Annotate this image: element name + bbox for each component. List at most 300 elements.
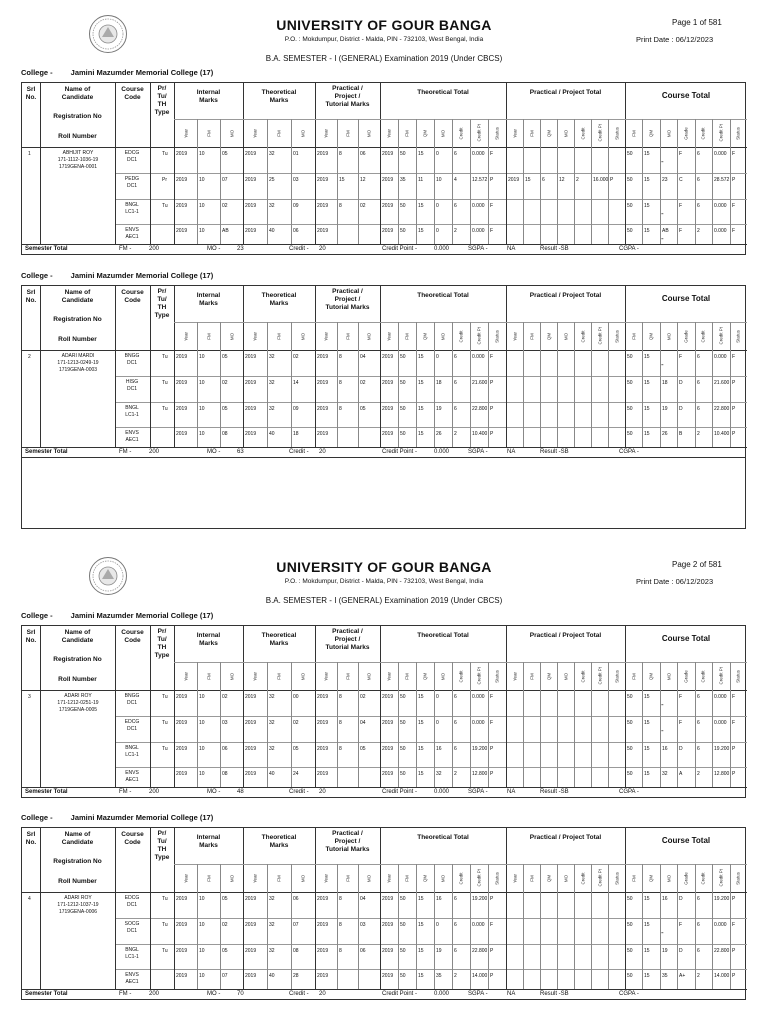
subheader-theo_total-2: QM [422, 672, 428, 681]
subheader-practical-2: MO [366, 672, 372, 681]
column-rule [642, 864, 643, 989]
cell-ct-0: 50 [627, 973, 633, 979]
absent-marker: - [661, 726, 664, 735]
column-rule [291, 322, 292, 447]
course-code: ENVS AEC1 [125, 770, 139, 783]
subheader-course_total-4: Credit [700, 330, 706, 343]
table-rule [115, 716, 747, 717]
subheader-internal-1: FM [206, 673, 212, 680]
cell-pr-2: 04 [360, 896, 366, 902]
table-rule [115, 402, 747, 403]
cell-ct-5: 0.000 [714, 151, 727, 157]
header-course-total: Course Total [661, 294, 711, 303]
cell-pr-2: 06 [360, 948, 366, 954]
cell-tt-1: 50 [400, 431, 406, 437]
fm-label: FM - [119, 449, 132, 455]
cell-tt-3: 18 [436, 380, 442, 386]
cgpa-label: CGPA - [619, 449, 639, 455]
column-rule [40, 83, 41, 244]
college-label: College - [21, 813, 53, 822]
header-practical-total: Practical / Project Total [529, 834, 602, 841]
column-rule [695, 322, 696, 447]
column-rule [452, 864, 453, 989]
cell-tt-5: 12.800 [472, 771, 488, 777]
subheader-theo_total-4: Credit [458, 127, 464, 140]
cell-int-1: 10 [199, 771, 205, 777]
cell-tt-2: 15 [418, 203, 424, 209]
college-name: Jamini Mazumder Memorial College (17) [70, 271, 214, 280]
cell-ct-0: 50 [627, 896, 633, 902]
header-practical-marks: Practical / Project / Tutorial Marks [325, 85, 370, 109]
cell-pr-1: 8 [339, 406, 342, 412]
semester-total-label: Semester Total [25, 246, 68, 252]
subheader-theoretical-1: FM [276, 875, 282, 882]
cell-tt-4: 6 [454, 694, 457, 700]
university-address: P.O. : Mokdumpur, District - Malda, PIN - 732103, West Bengal, India [284, 36, 484, 43]
cell-ct-6: F [732, 151, 736, 157]
header-practical-marks: Practical / Project / Tutorial Marks [325, 288, 370, 312]
cell-ct-2: 26 [662, 431, 668, 437]
cell-th-2: 09 [293, 406, 299, 412]
cell-tt-5: 0.000 [472, 228, 485, 234]
cell-tt-5: 21.600 [472, 380, 488, 386]
column-rule [523, 864, 524, 989]
cell-ct-2: 18 [662, 380, 668, 386]
column-rule [220, 662, 221, 787]
cell-tt-5: 0.000 [472, 720, 485, 726]
cell-tt-0: 2019 [382, 380, 394, 386]
column-rule [540, 119, 541, 244]
header-srl-no: Srl No. [25, 629, 37, 645]
table-rule [22, 690, 747, 691]
subheader-theo_total-6: Status [494, 670, 500, 683]
cell-pt-5: 16.000 [593, 177, 609, 183]
header-type: Pr/ Tu/ TH Type [154, 288, 170, 320]
cell-pr-0: 2019 [317, 380, 329, 386]
cell-ct-5: 0.000 [714, 228, 727, 234]
course-code: PEDG DC1 [124, 176, 140, 189]
cell-th-1: 32 [269, 694, 275, 700]
subheader-theo_total-3: MO [440, 672, 446, 681]
cell-int-1: 10 [199, 973, 205, 979]
cell-pt-0: 2019 [508, 177, 520, 183]
cell-int-0: 2019 [176, 694, 188, 700]
cell-pr-0: 2019 [317, 948, 329, 954]
subheader-course_total-6: Status [735, 127, 741, 140]
column-rule [488, 322, 489, 447]
subheader-course_total-5: Credit Pt [718, 666, 724, 685]
cell-pr-0: 2019 [317, 177, 329, 183]
column-rule [267, 662, 268, 787]
cell-tt-2: 15 [418, 151, 424, 157]
absent-marker: - [661, 700, 664, 709]
cell-th-2: 28 [293, 973, 299, 979]
subheader-theo_total-1: FM [404, 333, 410, 340]
cgpa-label: CGPA - [619, 991, 639, 997]
cell-th-0: 2019 [245, 948, 257, 954]
cell-pr-2: 02 [360, 203, 366, 209]
cell-tt-6: P [490, 177, 494, 183]
subheader-internal-0: Year [183, 128, 189, 139]
course-type: Tu [162, 746, 168, 752]
cell-ct-6: P [732, 948, 736, 954]
cell-th-1: 32 [269, 151, 275, 157]
sgpa-label: SGPA - [468, 991, 488, 997]
college-label: College - [21, 271, 53, 280]
cell-int-1: 10 [199, 406, 205, 412]
cell-th-2: 07 [293, 922, 299, 928]
column-rule [115, 828, 116, 989]
subheader-theo_total-2: QM [422, 332, 428, 341]
cell-int-0: 2019 [176, 177, 188, 183]
cell-ct-4: 6 [697, 896, 700, 902]
cell-ct-3: F [679, 922, 683, 928]
cell-tt-4: 6 [454, 720, 457, 726]
course-code: HISG DC1 [125, 379, 139, 392]
subheader-prac_total-1: FM [529, 333, 535, 340]
cell-pr-1: 8 [339, 203, 342, 209]
college-name: Jamini Mazumder Memorial College (17) [70, 813, 214, 822]
cell-tt-0: 2019 [382, 973, 394, 979]
subheader-course_total-4: Credit [700, 872, 706, 885]
cell-ct-1: 15 [644, 203, 650, 209]
cell-int-2: 08 [222, 771, 228, 777]
cell-tt-4: 2 [454, 771, 457, 777]
column-rule [243, 83, 244, 244]
subheader-prac_total-4: Credit [580, 872, 586, 885]
mo-value: 70 [237, 991, 244, 997]
header-theoretical-total: Theoretical Total [417, 632, 469, 639]
header-internal-marks: Internal Marks [196, 292, 221, 308]
cell-ct-4: 6 [697, 151, 700, 157]
cell-int-1: 10 [199, 720, 205, 726]
cell-pr-0: 2019 [317, 922, 329, 928]
cell-tt-2: 15 [418, 948, 424, 954]
header-internal-marks: Internal Marks [196, 632, 221, 648]
subheader-practical-1: FM [345, 673, 351, 680]
cell-th-0: 2019 [245, 228, 257, 234]
column-rule [523, 662, 524, 787]
credit-label: Credit - [289, 246, 309, 252]
cell-tt-4: 2 [454, 228, 457, 234]
subheader-theo_total-3: MO [440, 129, 446, 138]
column-rule [506, 828, 507, 989]
cell-tt-0: 2019 [382, 771, 394, 777]
cell-int-2: 07 [222, 177, 228, 183]
subheader-internal-0: Year [183, 331, 189, 342]
cell-ct-3: F [679, 203, 683, 209]
cell-ct-6: P [732, 380, 736, 386]
sgpa-value: NA [507, 449, 516, 455]
subheader-practical-1: FM [345, 333, 351, 340]
candidate-info [45, 353, 111, 373]
college-line [21, 271, 213, 280]
cell-tt-2: 15 [418, 354, 424, 360]
cell-ct-2: 19 [662, 948, 668, 954]
cell-pr-0: 2019 [317, 973, 329, 979]
cell-tt-6: P [490, 948, 494, 954]
course-code: EDCG DC1 [124, 150, 140, 163]
cell-int-1: 10 [199, 380, 205, 386]
column-rule [660, 322, 661, 447]
cell-tt-6: F [490, 203, 494, 209]
subheader-theo_total-0: Year [386, 671, 392, 682]
print-date: Print Date : 06/12/2023 [636, 35, 714, 44]
subheader-prac_total-4: Credit [580, 670, 586, 683]
sgpa-value: NA [507, 991, 516, 997]
table-rule [174, 322, 747, 323]
cell-tt-4: 6 [454, 354, 457, 360]
subheader-course_total-2: MO [666, 129, 672, 138]
cell-ct-1: 15 [644, 694, 650, 700]
cell-tt-3: 35 [436, 973, 442, 979]
subheader-theoretical-2: MO [300, 672, 306, 681]
credit-point-value: 0.000 [434, 789, 450, 795]
cell-ct-1: 15 [644, 380, 650, 386]
header-registration-no: Registration No [53, 113, 102, 120]
cell-int-2: 03 [222, 720, 228, 726]
cell-tt-2: 15 [418, 406, 424, 412]
cell-pr-1: 8 [339, 746, 342, 752]
semester-total-label: Semester Total [25, 449, 68, 455]
subheader-theoretical-2: MO [300, 332, 306, 341]
cell-pr-0: 2019 [317, 720, 329, 726]
subheader-practical-2: MO [366, 874, 372, 883]
header-course-code: Course Code [121, 289, 144, 305]
cell-pr-0: 2019 [317, 431, 329, 437]
cell-pr-1: 15 [339, 177, 345, 183]
cell-int-2: 05 [222, 896, 228, 902]
cell-th-2: 02 [293, 720, 299, 726]
column-rule [712, 662, 713, 787]
subheader-practical-2: MO [366, 129, 372, 138]
sgpa-label: SGPA - [468, 449, 488, 455]
header-registration-no: Registration No [53, 656, 102, 663]
subheader-practical-2: MO [366, 332, 372, 341]
cell-tt-6: P [490, 431, 494, 437]
subheader-prac_total-0: Year [512, 128, 518, 139]
subheader-practical-1: FM [345, 875, 351, 882]
column-rule [540, 322, 541, 447]
subheader-prac_total-1: FM [529, 673, 535, 680]
column-rule [452, 662, 453, 787]
cell-int-0: 2019 [176, 922, 188, 928]
subheader-course_total-5: Credit Pt [718, 868, 724, 887]
subheader-course_total-0: FM [631, 130, 637, 137]
cell-th-1: 32 [269, 354, 275, 360]
column-rule [591, 864, 592, 989]
cell-ct-3: A [679, 771, 683, 777]
cell-tt-6: F [490, 354, 494, 360]
cell-tt-1: 50 [400, 354, 406, 360]
subheader-course_total-3: Grade [683, 872, 689, 885]
cell-tt-2: 15 [418, 431, 424, 437]
header-course-total: Course Total [661, 634, 711, 643]
subheader-course_total-4: Credit [700, 127, 706, 140]
header-theoretical-total: Theoretical Total [417, 292, 469, 299]
cell-ct-1: 15 [644, 896, 650, 902]
cell-th-0: 2019 [245, 431, 257, 437]
candidate-name: ABHIJIT ROY [62, 150, 94, 156]
cell-ct-4: 6 [697, 746, 700, 752]
cell-tt-5: 22.800 [472, 406, 488, 412]
cell-int-1: 10 [199, 694, 205, 700]
column-rule [523, 322, 524, 447]
column-rule [730, 662, 731, 787]
column-rule [608, 322, 609, 447]
cell-tt-6: P [490, 896, 494, 902]
cell-ct-4: 6 [697, 948, 700, 954]
cell-ct-0: 50 [627, 228, 633, 234]
cell-pr-2: 02 [360, 380, 366, 386]
table-rule [22, 350, 747, 351]
cell-ct-0: 50 [627, 948, 633, 954]
cell-int-2: 05 [222, 354, 228, 360]
cell-ct-5: 21.600 [714, 380, 730, 386]
cell-pr-0: 2019 [317, 746, 329, 752]
cell-th-1: 32 [269, 720, 275, 726]
cell-pr-2: 06 [360, 151, 366, 157]
subheader-course_total-3: Grade [683, 330, 689, 343]
column-rule [220, 119, 221, 244]
college-line [21, 68, 213, 77]
cell-tt-0: 2019 [382, 694, 394, 700]
mo-label: MO - [207, 246, 221, 252]
cell-ct-0: 50 [627, 354, 633, 360]
cell-ct-3: D [679, 746, 683, 752]
credit-value: 20 [319, 449, 326, 455]
cell-tt-3: 10 [436, 177, 442, 183]
cell-th-1: 32 [269, 948, 275, 954]
cell-pr-1: 8 [339, 922, 342, 928]
cell-th-0: 2019 [245, 151, 257, 157]
column-rule [434, 864, 435, 989]
course-code: ENVS AEC1 [125, 227, 139, 240]
subheader-course_total-6: Status [735, 330, 741, 343]
subheader-course_total-2: MO [666, 672, 672, 681]
column-rule [470, 119, 471, 244]
column-rule [730, 322, 731, 447]
mo-value: 63 [237, 449, 244, 455]
cell-th-2: 03 [293, 177, 299, 183]
header-internal-marks: Internal Marks [196, 834, 221, 850]
column-rule [557, 662, 558, 787]
cell-tt-1: 50 [400, 922, 406, 928]
column-rule [291, 662, 292, 787]
header-course-code: Course Code [121, 831, 144, 847]
cell-pr-1: 8 [339, 694, 342, 700]
table-rule [22, 147, 747, 148]
column-rule [591, 322, 592, 447]
cell-int-0: 2019 [176, 720, 188, 726]
column-rule [470, 322, 471, 447]
cell-pr-2: 05 [360, 406, 366, 412]
cell-ct-1: 15 [644, 228, 650, 234]
subheader-practical-0: Year [323, 331, 329, 342]
student-result-block [21, 625, 746, 798]
cell-int-2: 05 [222, 948, 228, 954]
column-rule [642, 119, 643, 244]
course-type: Tu [162, 948, 168, 954]
cell-ct-1: 15 [644, 922, 650, 928]
mo-value: 48 [237, 789, 244, 795]
cell-int-2: 05 [222, 151, 228, 157]
header-roll-number: Roll Number [58, 676, 97, 683]
subheader-theoretical-0: Year [252, 128, 258, 139]
cell-pr-1: 8 [339, 948, 342, 954]
cell-pr-2: 04 [360, 720, 366, 726]
subheader-course_total-5: Credit Pt [718, 326, 724, 345]
cell-tt-6: F [490, 228, 494, 234]
header-internal-marks: Internal Marks [196, 89, 221, 105]
column-rule [730, 119, 731, 244]
credit-point-label: Credit Point - [382, 789, 418, 795]
subheader-theoretical-1: FM [276, 333, 282, 340]
column-rule [380, 83, 381, 244]
sgpa-value: NA [507, 246, 516, 252]
cgpa-label: CGPA - [619, 246, 639, 252]
cell-int-0: 2019 [176, 896, 188, 902]
header-candidate-name: Name of Candidate [61, 831, 94, 847]
cell-int-0: 2019 [176, 203, 188, 209]
cell-tt-4: 6 [454, 380, 457, 386]
column-rule [380, 626, 381, 787]
column-rule [712, 119, 713, 244]
header-candidate-name: Name of Candidate [61, 86, 94, 102]
column-rule [398, 864, 399, 989]
cell-tt-6: F [490, 720, 494, 726]
header-candidate-name: Name of Candidate [61, 289, 94, 305]
cell-ct-3: C [679, 177, 683, 183]
blank-section [21, 457, 746, 529]
column-rule [557, 322, 558, 447]
column-rule [677, 662, 678, 787]
column-rule [523, 119, 524, 244]
column-rule [660, 662, 661, 787]
cell-tt-4: 6 [454, 203, 457, 209]
course-type: Tu [162, 896, 168, 902]
cell-ct-5: 0.000 [714, 354, 727, 360]
table-rule [174, 119, 747, 120]
cell-pr-2: 02 [360, 694, 366, 700]
cell-th-0: 2019 [245, 771, 257, 777]
column-rule [591, 119, 592, 244]
header-practical-total: Practical / Project Total [529, 89, 602, 96]
subheader-prac_total-1: FM [529, 875, 535, 882]
cell-tt-4: 6 [454, 151, 457, 157]
column-rule [398, 662, 399, 787]
table-rule [174, 864, 747, 865]
course-type: Tu [162, 720, 168, 726]
absent-marker: - [661, 360, 664, 369]
column-rule [40, 286, 41, 447]
cell-pr-1: 8 [339, 720, 342, 726]
cell-tt-1: 50 [400, 380, 406, 386]
cgpa-label: CGPA - [619, 789, 639, 795]
credit-value: 20 [319, 991, 326, 997]
cell-tt-5: 0.000 [472, 922, 485, 928]
table-rule [115, 199, 747, 200]
subheader-theo_total-4: Credit [458, 872, 464, 885]
cell-tt-6: F [490, 151, 494, 157]
cell-th-1: 25 [269, 177, 275, 183]
subheader-prac_total-4: Credit [580, 330, 586, 343]
subheader-internal-2: MO [229, 874, 235, 883]
column-rule [660, 864, 661, 989]
column-rule [197, 322, 198, 447]
cell-th-0: 2019 [245, 203, 257, 209]
college-label: College - [21, 611, 53, 620]
